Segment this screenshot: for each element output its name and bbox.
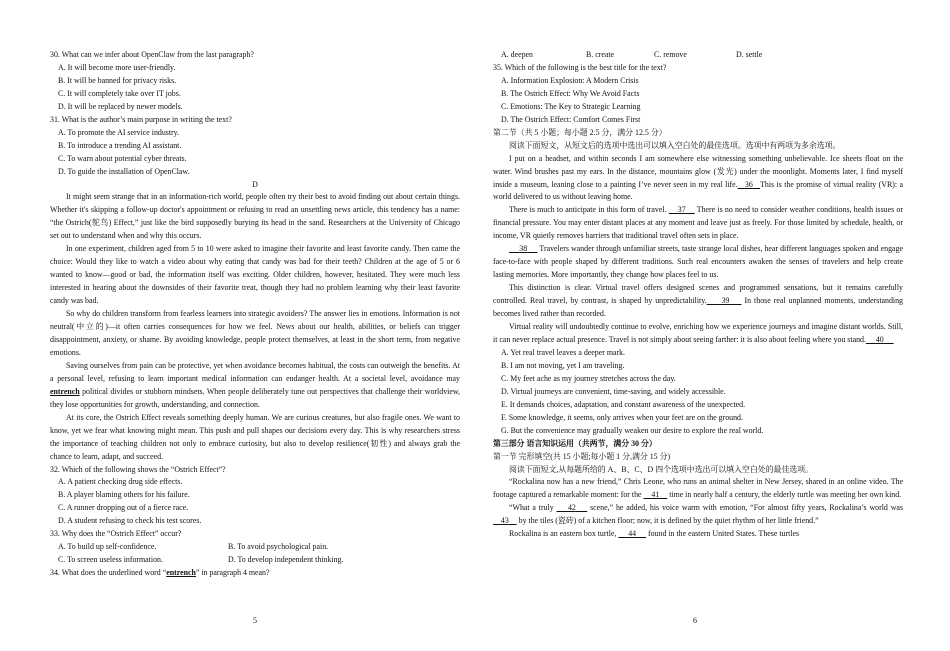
blank-36[interactable]: 36 xyxy=(744,179,753,189)
question-31-stem: 31. What is the author’s main purpose in writing the text? xyxy=(50,114,232,124)
blank-44[interactable]: 44 xyxy=(628,529,637,539)
choice-a: A. Yet real travel leaves a deeper mark. xyxy=(501,347,626,357)
cloze-paragraph-5: Virtual reality will undoubtedly continue to evolve, enriching how we experience journeys and imagine distant worlds. Still, it can never replace actual presence. Travel is not simply about seeing farther: it is also about feeling where you stand. 40 xyxy=(493,322,903,344)
underlined-word-entrench: entrench xyxy=(50,386,80,396)
cloze-paragraph-1: I put on a headset, and within seconds I am somewhere else witnessing something unbelievable. Ice sheets float on the water. Wind brushes past my ears. In the distance, mountains glow (发光) under the moonlight. Moments later, I find myself inside a museum, leaning close to a painting I’ve never seen in my real life. 36 This is the promise of virtual reality (VR): a world delivered to us without leaving home. xyxy=(493,153,903,202)
blank-40[interactable]: 40 xyxy=(875,334,884,344)
section-2-title: 第二节（共 5 小题；每小题 2.5 分，满分 12.5 分） xyxy=(493,127,667,137)
question-35-option-c: C. Emotions: The Key to Strategic Learning xyxy=(501,101,641,111)
passage-d-heading: D xyxy=(252,179,258,189)
question-30-option-b: B. It will be banned for privacy risks. xyxy=(58,75,177,85)
question-35-option-d: D. The Ostrich Effect: Comfort Comes First xyxy=(501,114,641,124)
question-33-stem: 33. Why does the “Ostrich Effect” occur? xyxy=(50,529,182,539)
passage-d-paragraph-2: In one experiment, children aged from 5 to 10 were asked to imagine their favorite and least favorite candy. Then came the choice: Would they like to watch a video about why eating that candy was bad for their teeth? Children at the age of 5 or 6 wanted to know—good or bad, the information itself was exciting. Older children, however, hesitated. They were much less interested in hearing about the downsides of their favorite treat, though they had no problem learning why their least favorite candy was bad. xyxy=(50,244,460,306)
question-31-option-a: A. To promote the AI service industry. xyxy=(58,127,180,137)
question-32-option-a: A. A patient checking drug side effects. xyxy=(58,477,183,487)
question-30-stem: 30. What can we infer about OpenClaw from the last paragraph? xyxy=(50,50,254,59)
choice-f: F. Some knowledge, it seems, only arrives when your feet are on the ground. xyxy=(501,412,743,422)
question-30-option-d: D. It will be replaced by newer models. xyxy=(58,101,183,111)
question-34-option-c: C. remove xyxy=(654,50,687,59)
part-3-instructions: 阅读下面短文,从每题所给的 A、B、C、D 四个选项中选出可以填入空白处的最佳选项。 xyxy=(509,464,814,474)
passage-d-paragraph-3: So why do children transform from fearless learners into strategic avoiders? The answer lies in emotions. Information is not neutral(中立的)—it often carries consequences for how we feel. News about our health, abilities, or beliefs can trigger disappointment, anxiety, or shame. By avoiding knowledge, people protect themselves, at least in the short term, from negative emotions. xyxy=(50,309,460,357)
question-31-option-b: B. To introduce a trending AI assistant. xyxy=(58,140,182,150)
cloze-text-paragraph-1: “Rockalina now has a new friend,” Chris Leone, who runs an animal shelter in New Jersey, shared in an online video. The footage captured a remarkable moment: for the 41 time in nearly half a century, the elderly turtle was meeting her own kind. xyxy=(493,477,903,500)
cloze-paragraph-4: This distinction is clear. Virtual travel offers designed scenes and programmed sensations, but it remains carefully controlled. Real travel, by contrast, is shaped by unpredictability. 39 In those real unplanned moments, understanding becomes lived rather than recorded. xyxy=(493,283,903,319)
question-33-option-c: C. To screen useless information. xyxy=(58,555,163,565)
page-number-left: 5 xyxy=(253,616,257,625)
blank-38[interactable]: 38 xyxy=(519,244,528,254)
question-32-option-c: C. A runner dropping out of a fierce race. xyxy=(58,503,189,513)
question-34-option-a: A. deepen xyxy=(501,50,533,59)
choice-g: G. But the convenience may gradually weaken our desire to explore the real world. xyxy=(501,425,764,435)
question-33-options-row-1 xyxy=(50,541,460,554)
question-33-option-d: D. To develop independent thinking. xyxy=(228,555,344,565)
question-35-option-a: A. Information Explosion: A Modern Crisis xyxy=(501,75,639,85)
choice-e: E. It demands choices, adaptation, and constant awareness of the unexpected. xyxy=(501,399,746,409)
question-31-option-d: D. To guide the installation of OpenClaw. xyxy=(58,166,190,176)
question-34-option-d: D. settle xyxy=(736,50,763,59)
passage-d-paragraph-5: At its core, the Ostrich Effect reveals something deeply human. We are curious creatures, but also fragile ones. We want to know, yet we fear what knowing might mean. This push and pull shapes our decisions every day. This is why researchers stress the importance of teaching children not only to embrace curiosity, but also to develop resilience(韧性) and always grab the chance to learn, adapt, and succeed. xyxy=(50,412,460,461)
passage-d-paragraph-4: Saving ourselves from pain can be protective, yet when avoidance becomes habitual, the costs can outweigh the benefits. At a personal level, refusing to learn important medical information can endanger health. At a societal level, avoidance may entrench political divides or stubborn mindsets. When people deliberately tune out perspectives that challenge their worldview, they lose opportunities for growth, understanding, and connection. xyxy=(50,360,460,409)
question-30-option-a: A. It will become more user-friendly. xyxy=(58,62,176,72)
page-number-right: 6 xyxy=(693,616,697,625)
blank-43[interactable]: 43 xyxy=(500,516,509,526)
question-33-options-row-2 xyxy=(50,554,460,567)
question-33-option-b: B. To avoid psychological pain. xyxy=(228,542,329,552)
choice-d: D. Virtual journeys are convenient, time-saving, and widely accessible. xyxy=(501,386,726,396)
question-34-stem: 34. What does the underlined word “entrench” in paragraph 4 mean? xyxy=(50,568,270,578)
section-2-instructions: 阅读下面短文，从短文后的选项中选出可以填入空白处的最佳选项。选项中有两项为多余选项。 xyxy=(509,140,841,150)
question-35-stem: 35. Which of the following is the best title for the text? xyxy=(493,62,667,72)
blank-42[interactable]: 42 xyxy=(567,503,576,513)
right-page-column xyxy=(493,49,903,541)
left-page-column xyxy=(50,49,460,580)
blank-41[interactable]: 41 xyxy=(651,490,660,500)
question-32-option-d: D. A student refusing to check his test scores. xyxy=(58,516,202,526)
question-32-stem: 32. Which of the following shows the “Ostrich Effect”? xyxy=(50,464,226,474)
cloze-paragraph-3: 38 Travelers wander through unfamiliar streets, taste strange local dishes, hear different languages spoken and engage face-to-face with people shaped by different traditions. Such real encounters awaken the senses of travelers and help create lasting memories. More importantly, they change how places feel to us. xyxy=(493,244,903,280)
choice-b: B. I am not moving, yet I am traveling. xyxy=(501,360,625,370)
blank-37[interactable]: 37 xyxy=(677,205,686,215)
cloze-text-paragraph-3: Rockalina is an eastern box turtle, 44 found in the eastern United States. These turtles xyxy=(509,529,800,539)
question-32-option-b: B. A player blaming others for his failure. xyxy=(58,490,190,500)
question-33-option-a: A. To build up self-confidence. xyxy=(58,542,157,552)
question-31-option-c: C. To warn about potential cyber threats. xyxy=(58,153,187,163)
choice-c: C. My feet ache as my journey stretches across the day. xyxy=(501,373,676,383)
cloze-text-paragraph-2: “What a truly 42 scene,” he added, his voice warm with emotion, “For almost fifty years, Rockalina’s world was 43 by the tiles (瓷砖) of a kitchen floor; now, it is defined by the quiet rhythm of her little friend.” xyxy=(493,502,903,528)
question-35-option-b: B. The Ostrich Effect: Why We Avoid Facts xyxy=(501,88,640,98)
blank-39[interactable]: 39 xyxy=(721,296,730,306)
part-3-title: 第三部分 语言知识运用（共两节，满分 30 分） xyxy=(493,438,657,448)
part-3-section-1-title: 第一节 完形填空(共 15 小题;每小题 1 分,满分 15 分) xyxy=(493,451,671,461)
cloze-paragraph-2: There is much to anticipate in this form of travel. 37 There is no need to consider weather conditions, health issues or financial pressure. You may enter distant places at any moment and leave just as freely. For those limited by schedule, health, or income, VR quietly removes barriers that traditional travel often sets in place. xyxy=(493,205,903,241)
question-34-option-b: B. create xyxy=(586,50,615,59)
question-34-options xyxy=(493,49,903,62)
question-30-option-c: C. It will completely take over IT jobs. xyxy=(58,88,181,98)
passage-d-paragraph-1: It might seem strange that in an information-rich world, people often try their best to avoid finding out about certain things. Whether it's skipping a follow-up doctor's appointment or refusing to read an unsettling news article, this tendency has a name: “the Ostrich(鸵鸟) Effect,” just like the bird supposedly burying its head in the sand. Researchers at the University of Chicago set out to understand when and why this occurs. xyxy=(50,192,460,241)
question-34-word: entrench xyxy=(166,568,196,578)
